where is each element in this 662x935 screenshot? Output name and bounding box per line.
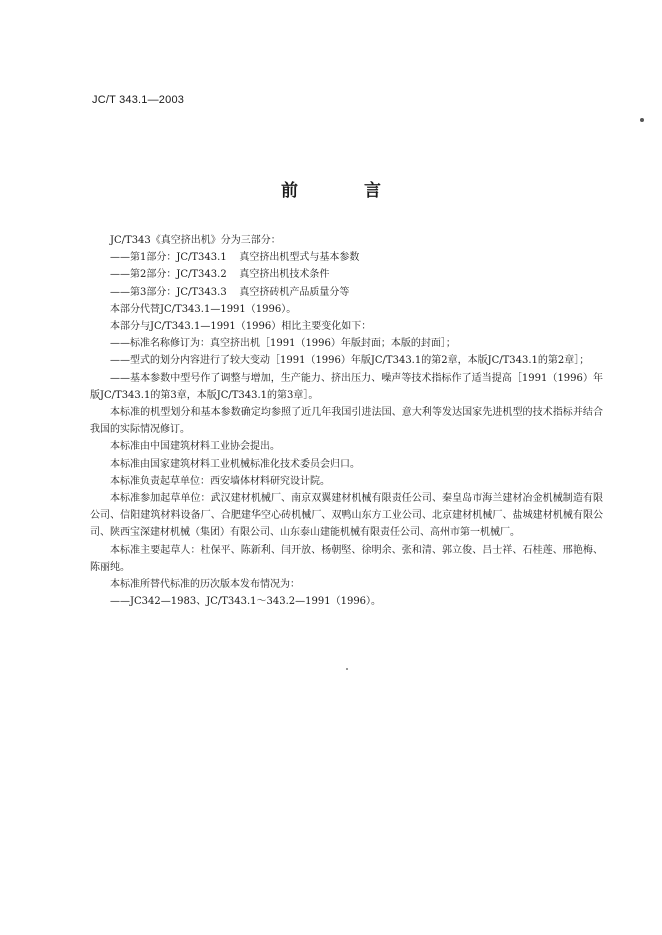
list-item-change-title: ——标准名称修订为：真空挤出机［1991（1996）年版封面；本版的封面］； (110, 338, 456, 350)
paragraph-administered-by: 本标准由国家建筑材料工业机械标准化技术委员会归口。 (110, 458, 360, 470)
paragraph-main-drafters: 本标准主要起草人：杜保平、陈新利、闫开放、杨朝堅、徐明余、张和清、郭立俊、吕士祥、石桂莲、邢艳梅、陈丽纯。 (90, 544, 603, 573)
paragraph-lead-drafter: 本标准负责起草单位：西安墙体材料研究设计院。 (110, 475, 330, 487)
page-title: 前 言 (281, 181, 411, 201)
list-item-part-1: ——第1部分：JC/T343.1 真空挤出机型式与基本参数 (110, 252, 360, 264)
list-item-change-parameters: ——基本参数中型号作了调整与增加，生产能力、挤出压力、噪声等技术指标作了适当提高［1991（1996）年版JC/T343.1的第3章，本版JC/T343.1的第3章］。 (90, 372, 603, 401)
list-item-history: ——JC342—1983、JC/T343.1～343.2—1991（1996）。 (110, 596, 382, 608)
paragraph-changes-intro: 本部分与JC/T343.1—1991（1996）相比主要变化如下： (110, 321, 372, 333)
paragraph-history-intro: 本标准所替代标准的历次版本发布情况为： (110, 579, 300, 591)
list-item-part-3: ——第3部分：JC/T343.3 真空挤砖机产品质量分等 (110, 286, 350, 298)
list-item-part-2: ——第2部分：JC/T343.2 真空挤出机技术条件 (110, 269, 330, 281)
paragraph-proposed-by: 本标准由中国建筑材料工业协会提出。 (110, 441, 280, 453)
scan-speck (346, 668, 348, 670)
foreword-body (90, 232, 603, 610)
paragraph-basis: 本标准的机型划分和基本参数确定均参照了近几年我国引进法国、意大利等发达国家先进机型的技术指标并结合我国的实际情况修订。 (90, 407, 603, 436)
paragraph-parts-intro: JC/T343《真空挤出机》分为三部分： (110, 235, 281, 246)
paragraph-replaces: 本部分代替JC/T343.1—1991（1996）。 (110, 303, 297, 315)
page-header-standard-number: JC/T 343.1—2003 (92, 94, 185, 106)
scan-speck (640, 118, 644, 122)
list-item-change-types: ——型式的划分内容进行了较大变动［1991（1996）年版JC/T343.1的第2章，本版JC/T343.1的第2章］； (110, 355, 590, 367)
paragraph-participating-drafters: 本标准参加起草单位：武汉建材机械厂、南京双翼建材机械有限责任公司、秦皇岛市海兰建材冶金机械制造有限公司、信阳建筑材料设备厂、合肥建华空心砖机械厂、双鸭山东方工业公司、北京建材机械厂、盐城建材机械有限公司、陕西宝深建材机械（集团）有限公司、山东泰山建能机械有限责任公司、高州市第一机械厂。 (90, 493, 603, 539)
